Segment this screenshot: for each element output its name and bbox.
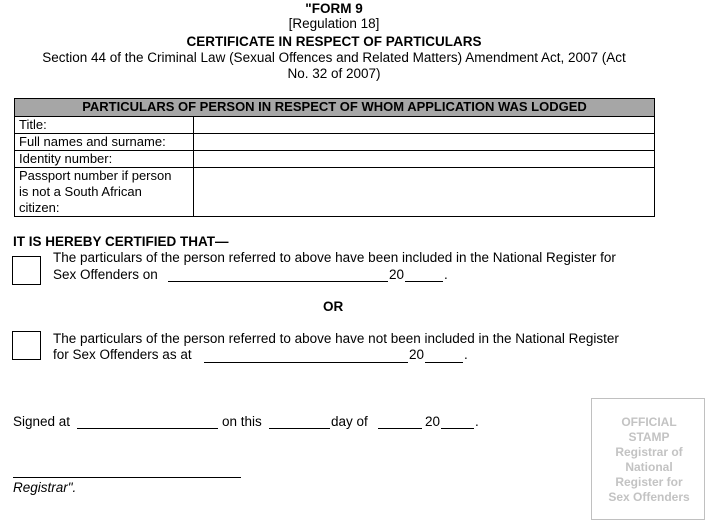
full-names-field[interactable]: [194, 134, 655, 151]
stamp-line1: OFFICIAL: [621, 415, 677, 429]
passport-label-line2: is not a South African: [19, 184, 142, 199]
signed-at-blank[interactable]: [77, 428, 218, 429]
on-this-label: on this: [222, 414, 262, 429]
certified-heading: IT IS HEREBY CERTIFIED THAT—: [13, 234, 229, 249]
title-field[interactable]: [194, 117, 655, 134]
included-period: .: [444, 267, 448, 282]
passport-number-label: [15, 168, 194, 217]
regulation-reference: [Regulation 18]: [288, 16, 380, 31]
stamp-line6: Sex Offenders: [608, 490, 690, 504]
stamp-line3: Registrar of: [615, 445, 683, 459]
included-date-blank[interactable]: [168, 281, 388, 282]
signed-at-label: Signed at: [13, 414, 71, 429]
identity-number-field[interactable]: [194, 151, 655, 168]
day-of-label: day of: [331, 414, 368, 429]
official-stamp-box: [591, 398, 705, 520]
title-label: Title:: [15, 117, 194, 134]
act-reference-line1: Section 44 of the Criminal Law (Sexual Offences and Related Matters) Amendment Act, 2007 (Act: [42, 50, 626, 65]
act-reference-line2: No. 32 of 2007): [287, 66, 381, 81]
not-included-year-prefix: 20: [409, 347, 425, 362]
full-names-label: Full names and surname:: [15, 134, 194, 151]
not-included-date-blank[interactable]: [204, 362, 408, 363]
included-year-blank[interactable]: [405, 281, 443, 282]
option-not-included-line1: The particulars of the person referred to above have not been included in the National Register: [53, 331, 619, 346]
not-included-period: .: [464, 347, 468, 362]
signature-year-blank[interactable]: [441, 428, 474, 429]
stamp-line5: Register for: [615, 475, 683, 489]
identity-number-label: Identity number:: [15, 151, 194, 168]
passport-number-field[interactable]: [194, 168, 655, 217]
passport-label-line3: citizen:: [19, 200, 60, 215]
not-included-year-blank[interactable]: [425, 362, 463, 363]
option-included-line1: The particulars of the person referred to above have been included in the National Register for: [53, 250, 616, 265]
form-number: "FORM 9: [305, 1, 363, 16]
option-not-included-checkbox[interactable]: [12, 331, 41, 360]
day-blank[interactable]: [269, 428, 330, 429]
particulars-heading: PARTICULARS OF PERSON IN RESPECT OF WHOM APPLICATION WAS LODGED: [15, 99, 655, 117]
stamp-line4: National: [625, 460, 673, 474]
registrar-label: Registrar".: [13, 480, 77, 495]
option-not-included-line2: for Sex Offenders as at: [53, 347, 192, 362]
form-title: CERTIFICATE IN RESPECT OF PARTICULARS: [186, 34, 482, 49]
month-blank[interactable]: [378, 428, 422, 429]
option-included-checkbox[interactable]: [12, 256, 41, 285]
particulars-table: [14, 98, 655, 217]
stamp-line2: STAMP: [628, 430, 670, 444]
included-year-prefix: 20: [389, 267, 405, 282]
signature-period: .: [475, 414, 479, 429]
option-included-line2: Sex Offenders on: [53, 267, 158, 282]
or-separator: OR: [323, 299, 344, 314]
registrar-signature-line[interactable]: [13, 477, 241, 478]
signature-year-prefix: 20: [425, 414, 441, 429]
passport-label-line1: Passport number if person: [19, 168, 172, 183]
